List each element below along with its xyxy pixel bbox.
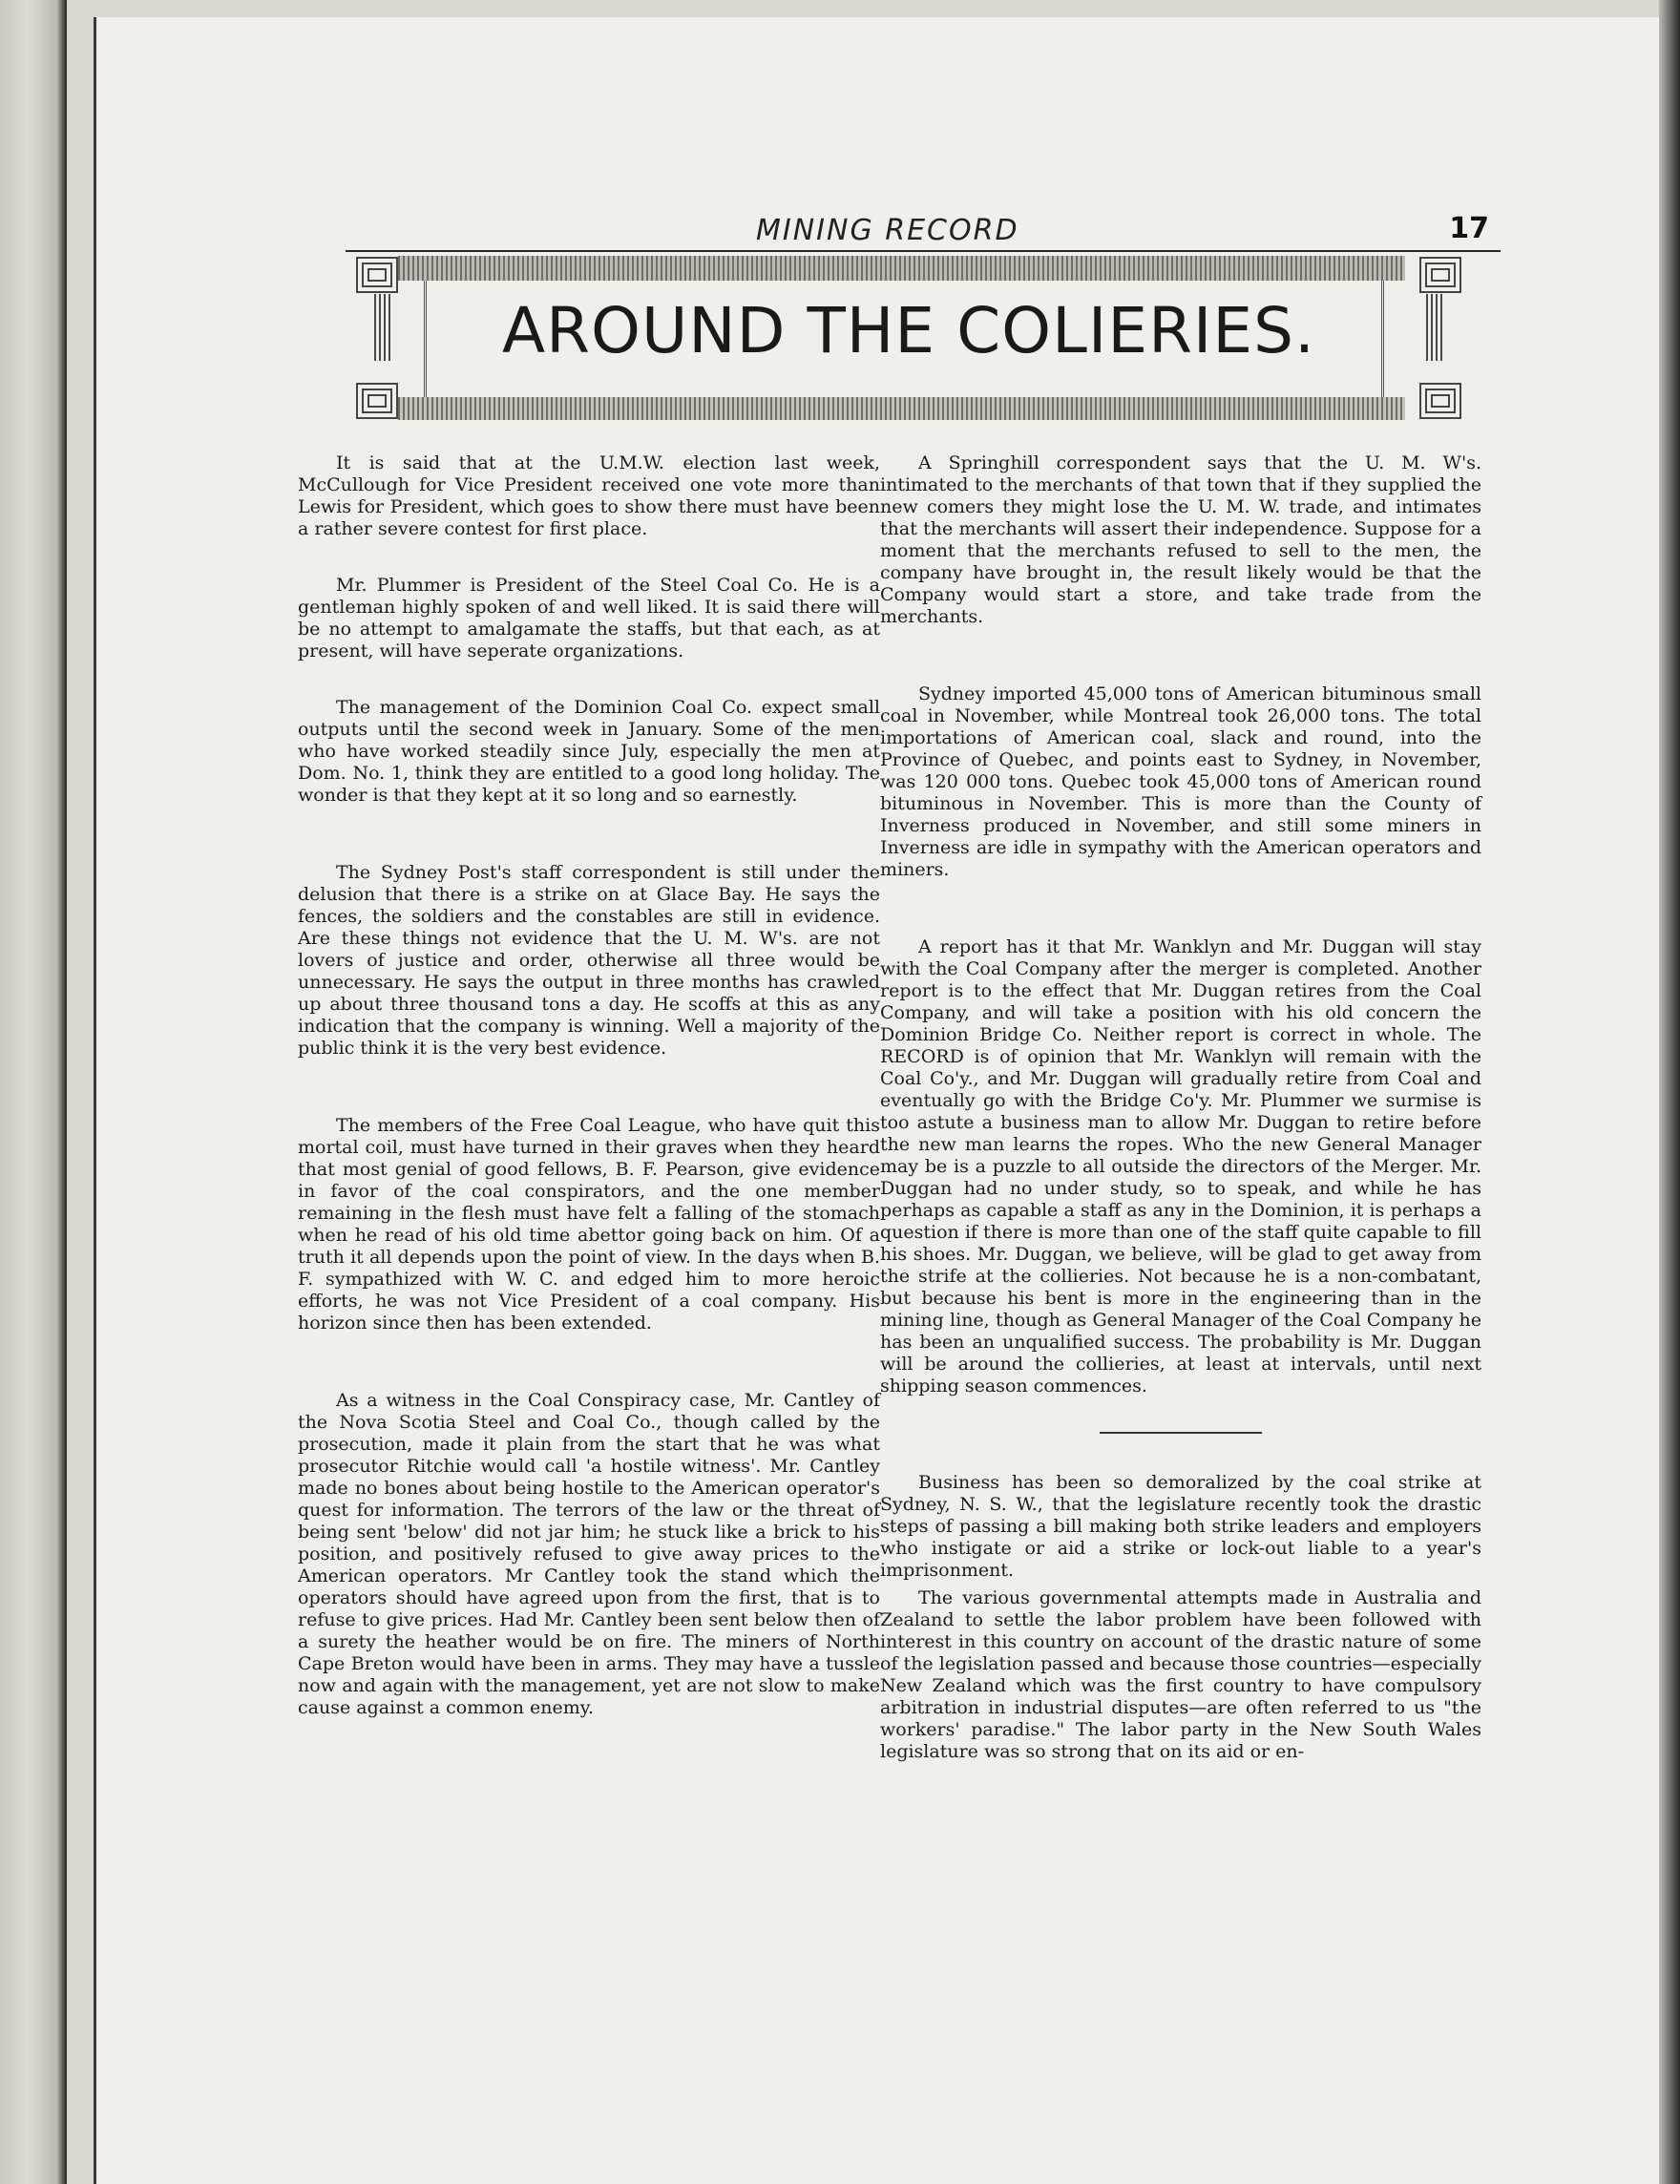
- banner-top-rule: [398, 256, 1405, 281]
- page-right-edge: [1659, 0, 1680, 2184]
- corner-ornament-icon: [1418, 256, 1462, 294]
- corner-ornament-icon: [1418, 382, 1462, 420]
- running-header: [346, 208, 1501, 252]
- section-banner: [355, 256, 1462, 420]
- page-number: 17: [1449, 212, 1489, 245]
- article-paragraph: The Sydney Post's staff correspondent is still under the delusion that there is a strike on at Glace Bay. He says the fences, the soldiers and the constables are still in evidence. Are these things not evidence that the U. M. W's. are not lovers of justice and order, otherwise all three would be unnecessary. He says the output in three months has crawled up about three thousand tons a day. He scoffs at this as any indication that the company is winning. Well a majority of the public think it is the very best evidence.: [298, 862, 880, 1059]
- article-paragraph: As a witness in the Coal Conspiracy case, Mr. Cantley of the Nova Scotia Steel and Coal Co., though called by the prosecution, made it plain from the start that he was what prosecutor Ritchie would call 'a hostile witness'. Mr. Cantley made no bones about being hostile to the American operator's quest for information. The terrors of the law or the threat of being sent 'below' did not jar him; he stuck like a brick to his position, and positively refused to give away prices to the American operators. Mr Cantley took the stand which the operators should have agreed upon from the first, that is to refuse to give prices. Had Mr. Cantley been sent below then of a surety the heather would be on fire. The miners of North Cape Breton would have been in arms. They may have a tussle now and again with the management, yet are not slow to make cause against a common enemy.: [298, 1390, 880, 1718]
- article-paragraph: The management of the Dominion Coal Co. expect small outputs until the second week in January. Some of the men who have worked steadily since July, especially the men at Dom. No. 1, think they are entitled to a good long holiday. The wonder is that they kept at it so long and so earnestly.: [298, 697, 880, 806]
- article-paragraph: A report has it that Mr. Wanklyn and Mr. Duggan will stay with the Coal Company after the merger is completed. Another report is to the effect that Mr. Duggan retires from the Coal Company, and will take a position with his old concern the Dominion Bridge Co. Neither report is correct in whole. The RECORD is of opinion that Mr. Wanklyn will remain with the Coal Co'y., and Mr. Duggan will gradually retire from Coal and eventually go with the Bridge Co'y. Mr. Plummer we surmise is too astute a business man to allow Mr. Duggan to retire before the new man learns the ropes. Who the new General Manager may be is a puzzle to all outside the directors of the Merger. Mr. Duggan had no under study, so to speak, and while he has perhaps as capable a staff as any in the Dominion, it is perhaps a question if there is more than one of the staff quite capable to fill his shoes. Mr. Duggan, we believe, will be glad to get away from the strife at the collieries. Not because he is a non-combatant, but because his bent is more in the engineering than in the mining line, though as General Manager of the Coal Company he has been an unqualified success. The probability is Mr. Duggan will be around the collieries, at least at intervals, until next shipping season commences.: [880, 936, 1481, 1396]
- article-paragraph: Sydney imported 45,000 tons of American bituminous small coal in November, while Montreal took 26,000 tons. The total importations of American coal, slack and round, into the Province of Quebec, and points east to Sydney, in November, was 120 000 tons. Quebec took 45,000 tons of American round bituminous in November. This is more than the County of Inverness produced in November, and still some miners in Inverness are idle in sympathy with the American operators and miners.: [880, 683, 1481, 880]
- adjacent-page-edge: [0, 0, 67, 2184]
- corner-ornament-icon: [355, 382, 399, 420]
- article-paragraph: The various governmental attempts made in Australia and Zealand to settle the labor problem have been followed with interest in this country on account of the drastic nature of some of the legislation passed and because those countries—especially New Zealand which was the first country to have compulsory arbitration in industrial disputes—are often referred to us "the workers' paradise." The labor party in the New South Wales legislature was so strong that on its aid or en-: [880, 1587, 1481, 1762]
- right-column: [880, 452, 1481, 1797]
- article-paragraph: The members of the Free Coal League, who have quit this mortal coil, must have turned in their graves when they heard that most genial of good fellows, B. F. Pearson, give evidence in favor of the coal conspirators, and the one member remaining in the flesh must have felt a falling of the stomach when he read of his old time abettor going back on him. Of a truth it all depends upon the point of view. In the days when B. F. sympathized with W. C. and edged him to more heroic efforts, he was not Vice President of a coal company. His horizon since then has been extended.: [298, 1115, 880, 1334]
- corner-ornament-icon: [355, 256, 399, 294]
- banner-bottom-rule: [398, 397, 1405, 420]
- section-divider: [1100, 1432, 1262, 1434]
- left-column: [298, 452, 880, 1754]
- article-paragraph: Mr. Plummer is President of the Steel Coal Co. He is a gentleman highly spoken of and well liked. It is said there will be no attempt to amalgamate the staffs, but that each, as at present, will have seperate organizations.: [298, 575, 880, 662]
- section-title: AROUND THE COLIERIES.: [502, 294, 1315, 368]
- running-title: MINING RECORD: [756, 214, 1019, 247]
- article-paragraph: Business has been so demoralized by the coal strike at Sydney, N. S. W., that the legislature recently took the drastic steps of passing a bill making both strike leaders and employers who instigate or aid a strike or lock-out liable to a year's imprisonment.: [880, 1472, 1481, 1581]
- article-paragraph: A Springhill correspondent says that the U. M. W's. intimated to the merchants of that town that if they supplied the new comers they might lose the U. M. W. trade, and intimates that the merchants will assert their independence. Suppose for a moment that the merchants refused to sell to the men, the company have brought in, the result likely would be that the Company would start a store, and take trade from the merchants.: [880, 452, 1481, 627]
- article-paragraph: It is said that at the U.M.W. election last week, McCullough for Vice President received one vote more than Lewis for President, which goes to show there must have been a rather severe contest for first place.: [298, 452, 880, 539]
